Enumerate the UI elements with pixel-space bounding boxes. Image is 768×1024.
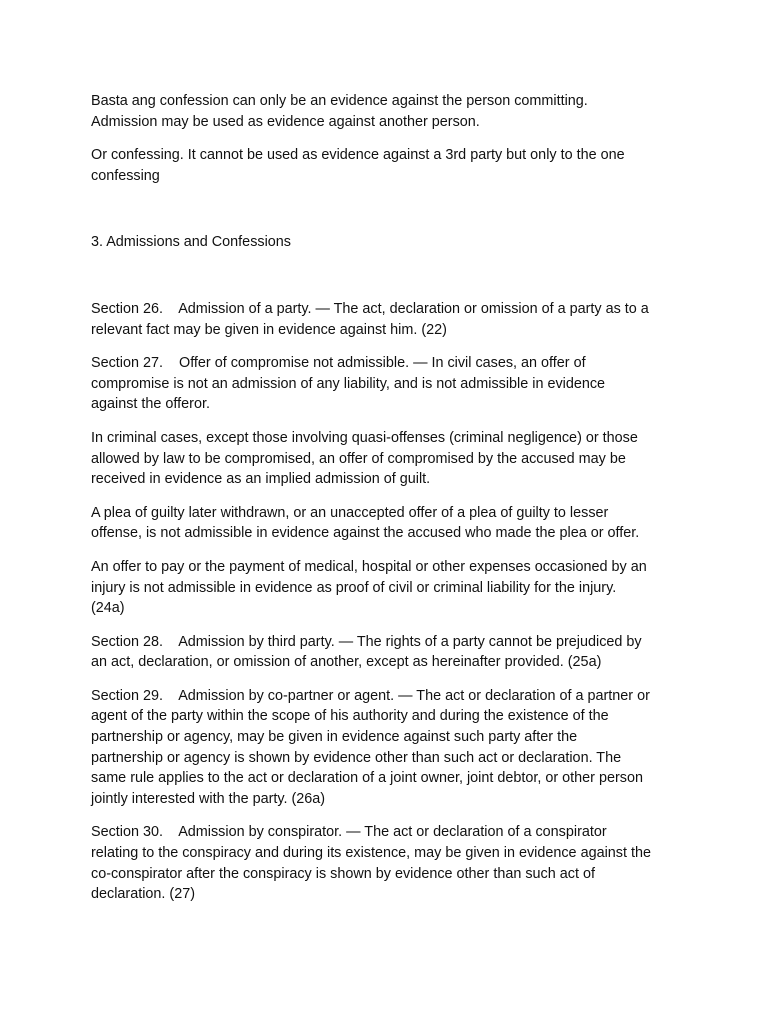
section-28 [91, 632, 691, 673]
paragraph-basta-confession: Basta ang confession can only be an evidence against the person committing. Admission may be used as evidence against another person. [91, 93, 588, 130]
section-27-text: Offer of compromise not admissible. — In civil cases, an offer of compromise is not an admission of any liability, and is not admissible in evidence against the offeror. [91, 355, 606, 413]
section-30-label: Section 30. [91, 824, 179, 841]
document-page [91, 91, 691, 905]
section-26-text: Admission of a party. — The act, declaration or omission of a party as to a relevant fact may be given in evidence against him. (22) [91, 300, 649, 338]
section-29 [91, 686, 691, 810]
section-27 [91, 353, 691, 415]
section-29-label: Section 29. [91, 687, 179, 704]
paragraph-offer-to-pay: An offer to pay or the payment of medical, hospital or other expenses occasioned by an injury is not admissible in evidence as proof of civil or criminal liability for the injury. (24a) [91, 558, 647, 617]
section-28-text: Admission by third party. — The rights of a party cannot be prejudiced by an act, declaration, or omission of another, except as hereinafter provided. (25a) [91, 633, 642, 671]
paragraph-criminal-cases: In criminal cases, except those involving quasi-offenses (criminal negligence) or those allowed by law to be compromised, an offer of compromised by the accused may be received in evidence as an implied admission of guilt. [91, 429, 638, 488]
section-26 [91, 299, 691, 340]
section-heading: 3. Admissions and Confessions [91, 234, 291, 251]
section-30 [91, 822, 691, 904]
section-30-text: Admission by conspirator. — The act or declaration of a conspirator relating to the conspiracy and during its existence, may be given in evidence against the co-conspirator after the conspiracy is shown by evidence other than such act of declaration. (27) [91, 824, 651, 903]
paragraph-or-confessing: Or confessing. It cannot be used as evidence against a 3rd party but only to the one confessing [91, 147, 625, 184]
section-27-label: Section 27. [91, 355, 179, 372]
paragraph-plea-of-guilty: A plea of guilty later withdrawn, or an unaccepted offer of a plea of guilty to lesser offense, is not admissible in evidence against the accused who made the plea or offer. [91, 504, 640, 542]
section-29-text: Admission by co-partner or agent. — The act or declaration of a partner or agent of the party within the scope of his authority and during the existence of the partnership or agency, may be given in evidence against such party after the partnership or agency is shown by evidence other than such act or declaration. The same rule applies to the act or declaration of a joint owner, joint debtor, or other person jointly interested with the party. (26a) [91, 687, 650, 807]
section-28-label: Section 28. [91, 633, 179, 650]
section-26-label: Section 26. [91, 300, 179, 317]
